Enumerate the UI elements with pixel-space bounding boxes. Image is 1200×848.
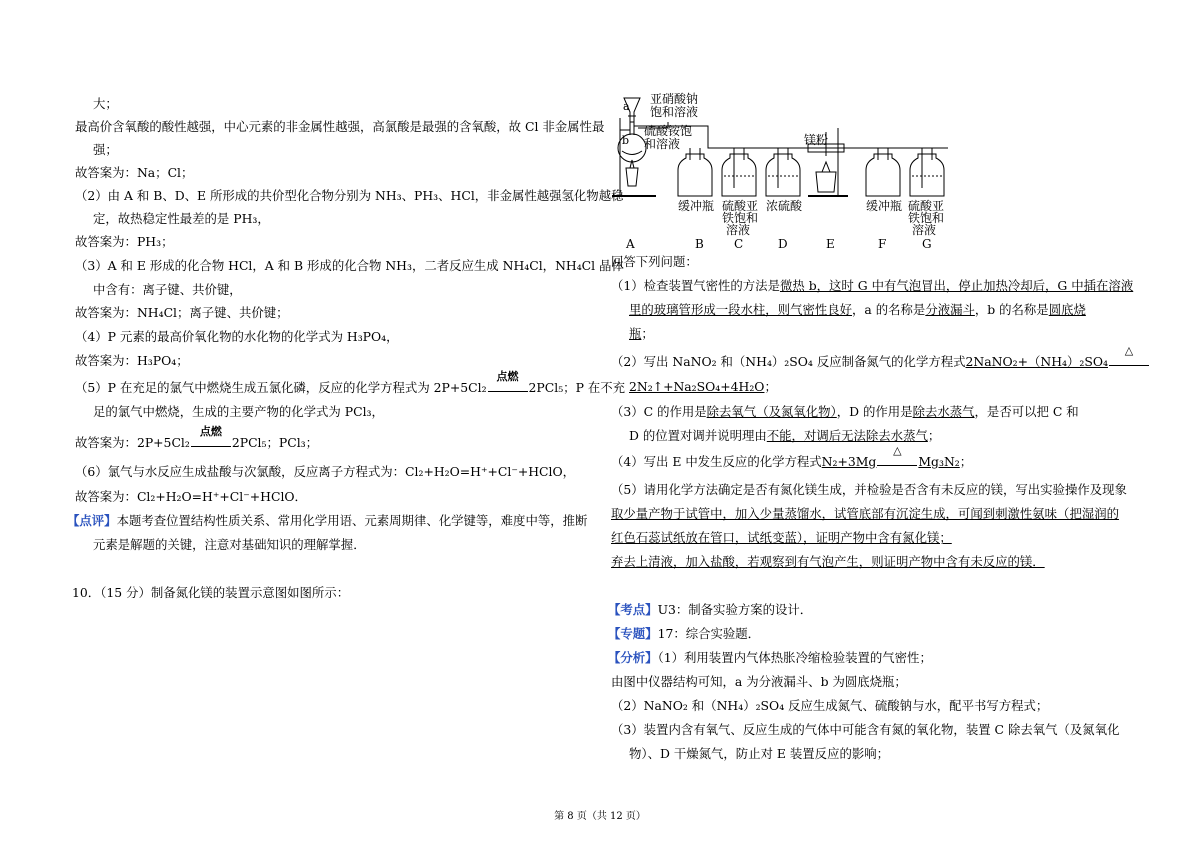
letter-b: B — [695, 237, 704, 250]
letter-e: E — [826, 237, 835, 250]
label-c: 硫酸亚 — [722, 199, 759, 213]
text-span: ； — [764, 379, 777, 394]
zhuanti-tag: 【专题】 — [608, 626, 658, 641]
text-line: （2）NaNO₂ 和（NH₄）₂SO₄ 反应生成氮气、硫酸钠与水，配平书写方程式； — [611, 698, 1049, 713]
bottle-d — [766, 148, 800, 196]
equation-line — [611, 344, 1150, 373]
text-line: （2）由 A 和 B、D、E 所形成的共价型化合物分别为 NH₃、PH₃、HCl，非金属性越强氢化物越稳 — [75, 188, 624, 203]
text-line: 由图中仪器结构可知，a 为分液漏斗、b 为圆底烧瓶； — [611, 674, 907, 689]
label-mg: 镁粉 — [804, 133, 829, 147]
fenxi-line — [608, 648, 932, 669]
text-span: （1）检查装置气密性的方法是 — [611, 278, 780, 293]
letter-d: D — [778, 237, 788, 250]
answer-blank: 2N₂↑+Na₂SO₄+4H₂O — [629, 379, 765, 394]
reaction-condition — [190, 425, 232, 447]
answer-blank: Mg₃N₂ — [918, 454, 960, 469]
text-line: 故答案为：PH₃； — [75, 234, 174, 249]
text-span: D 的位置对调并说明理由 — [629, 428, 767, 443]
text-line: （5）请用化学方法确定是否有氮化镁生成，并检验是否含有未反应的镁，写出实验操作及现象 — [611, 482, 1127, 497]
reaction-condition — [487, 370, 529, 392]
text-span: 故答案为：2P+5Cl₂ — [75, 435, 190, 450]
answer-blank: 红色石蕊试纸放在管口，试纸变蓝），证明产物中含有氮化镁； — [611, 530, 952, 545]
text-line: 大； — [93, 96, 118, 111]
label-g: 硫酸亚 — [908, 199, 945, 213]
answer-blank: 2NaNO₂+（NH₄）₂SO₄ — [965, 354, 1108, 369]
text-line: 足的氯气中燃烧，生成的主要产物的化学式为 PCl₃， — [93, 404, 384, 419]
answer-line — [611, 504, 1119, 525]
label-g: 铁饱和 — [908, 211, 945, 225]
question-title: 10．（15 分）制备氮化镁的装置示意图如图所示： — [72, 585, 350, 600]
answer-blank: 取少量产物于试管中，加入少量蒸馏水，试管底部有沉淀生成，可闻到刺激性氨味（把湿润的 — [611, 506, 1120, 521]
answer-line — [629, 324, 654, 345]
fenxi-tag: 【分析】 — [608, 650, 658, 665]
answer-line — [611, 402, 1079, 423]
label-b: b — [622, 134, 630, 147]
label-g: 溶液 — [912, 223, 937, 237]
kaodian-tag: 【考点】 — [608, 602, 658, 617]
condition-label: △ — [1124, 344, 1134, 357]
text-line: 故答案为：Cl₂+H₂O=H⁺+Cl⁻+HClO． — [75, 489, 307, 504]
answer-blank: 除去水蒸气 — [912, 404, 975, 419]
text-span: （4）写出 E 中发生反应的化学方程式 — [611, 454, 822, 469]
answer-line — [629, 377, 777, 398]
page-footer: 第 8 页（共 12 页） — [554, 811, 646, 822]
condition-label: △ — [893, 444, 902, 457]
text-line: 元素是解题的关键，注意对基础知识的理解掌握． — [93, 537, 366, 552]
reaction-condition — [876, 444, 918, 466]
bottle-b — [678, 148, 712, 196]
text-line: 故答案为：H₃PO₄； — [75, 353, 189, 368]
bottle-f — [866, 148, 900, 196]
label-nh4: 和溶液 — [644, 137, 681, 151]
letter-g: G — [922, 237, 932, 250]
equation-line — [75, 370, 626, 399]
text-line: （6）氯气与水反应生成盐酸与次氯酸，反应离子方程式为：Cl₂+H₂O=H⁺+Cl⁻+HClO， — [75, 464, 576, 479]
answer-line — [611, 528, 952, 549]
text-line: （4）P 元素的最高价氧化物的水化物的化学式为 H₃PO₄， — [75, 329, 399, 344]
comment-tag: 【点评】 — [67, 513, 117, 528]
text-span: （1）利用装置内气体热胀冷缩检验装置的气密性； — [657, 650, 932, 665]
text-line: 故答案为：Na；Cl； — [75, 165, 194, 180]
label-c: 铁饱和 — [722, 211, 759, 225]
text-span: ； — [959, 454, 973, 469]
bottle-g — [910, 148, 944, 196]
text-line: 回答下列问题： — [611, 254, 698, 269]
text-span: ，D 的作用是 — [836, 404, 913, 419]
flame — [630, 160, 634, 168]
text-line: （3）装置内含有氧气、反应生成的气体中可能含有氮的氧化物，装置 C 除去氧气（及氮氧化 — [611, 722, 1120, 737]
text-span: U3：制备实验方案的设计． — [657, 602, 813, 617]
condition-label: 点燃 — [496, 370, 519, 383]
letter-a: A — [626, 237, 635, 250]
label-buffer-b: 缓冲瓶 — [678, 199, 715, 213]
text-span: （5）P 在充足的氯气中燃烧生成五氯化磷，反应的化学方程式为 2P+5Cl₂ — [75, 380, 487, 395]
equation-line — [611, 444, 973, 473]
alcohol-burner — [626, 168, 638, 186]
kaodian-line — [608, 600, 812, 621]
label-d: 浓硫酸 — [766, 199, 803, 213]
reaction-condition — [1108, 344, 1150, 366]
text-line: 定，故热稳定性最差的是 PH₃， — [93, 211, 270, 226]
answer-blank: 弃去上清液，加入盐酸，若观察到有气泡产生，则证明产物中含有未反应的镁． — [611, 554, 1045, 569]
answer-line — [611, 276, 1133, 297]
text-span: ； — [641, 326, 654, 341]
text-line: 中含有：离子键、共价键， — [93, 282, 242, 297]
text-line: 强； — [93, 142, 118, 157]
label-buffer-f: 缓冲瓶 — [866, 199, 903, 213]
text-span: （3）C 的作用是 — [611, 404, 707, 419]
answer-blank: 圆底烧 — [1048, 302, 1086, 317]
answer-blank: 除去氧气（及氮氧化物） — [706, 404, 837, 419]
label-nh4: 硫酸铵饱 — [644, 124, 693, 138]
letter-c: C — [734, 237, 744, 250]
liquid-line — [622, 151, 642, 155]
text-span: ，a 的名称是 — [852, 302, 926, 317]
comment-line — [67, 511, 587, 532]
text-line: （3）A 和 E 形成的化合物 HCl，A 和 B 形成的化合物 NH₃，二者反应生成 NH₄Cl，NH₄Cl 晶体 — [75, 258, 624, 273]
text-span: 本题考查位置结构性质关系、常用化学用语、元素周期律、化学键等，难度中等，推断 — [116, 513, 588, 528]
text-line: 故答案为：NH₄Cl；离子键、共价键； — [75, 305, 289, 320]
answer-blank: N₂+3Mg — [821, 454, 877, 469]
bottle-c — [722, 148, 756, 196]
zhuanti-line — [608, 624, 760, 645]
label-nano2: 亚硝酸钠 — [650, 92, 699, 106]
equation-line — [75, 425, 319, 454]
text-span: 2PCl₅；PCl₃； — [231, 435, 319, 450]
condition-label: 点燃 — [199, 425, 222, 438]
label-a: a — [623, 100, 630, 113]
answer-line — [629, 300, 1086, 321]
answer-blank: 瓶 — [629, 326, 642, 341]
text-span: ，是否可以把 C 和 — [974, 404, 1079, 419]
letter-f: F — [878, 237, 887, 250]
text-line: 最高价含氧酸的酸性越强，中心元素的非金属性越强，高氯酸是最强的含氧酸，故 Cl 非金属性最 — [75, 119, 605, 134]
answer-blank: 分液漏斗 — [925, 302, 975, 317]
label-c: 溶液 — [726, 223, 751, 237]
apparatus-diagram — [608, 88, 948, 250]
answer-blank: 不能，对调后无法除去水蒸气 — [766, 428, 928, 443]
text-span: （2）写出 NaNO₂ 和（NH₄）₂SO₄ 反应制备氮气的化学方程式 — [611, 354, 966, 369]
text-span: ； — [927, 428, 941, 443]
answer-blank: 里的玻璃管形成一段水柱，则气密性良好 — [629, 302, 853, 317]
text-line: 物）、D 干燥氮气，防止对 E 装置反应的影响； — [629, 746, 890, 761]
label-nano2: 饱和溶液 — [650, 105, 699, 119]
text-span: 17：综合实验题． — [657, 626, 761, 641]
answer-blank: 微热 b，这时 G 中有气泡冒出，停止加热冷却后，G 中插在溶液 — [779, 278, 1134, 293]
text-span: 2PCl₅；P 在不充 — [528, 380, 626, 395]
text-span: ，b 的名称是 — [974, 302, 1049, 317]
answer-line — [611, 552, 1045, 573]
